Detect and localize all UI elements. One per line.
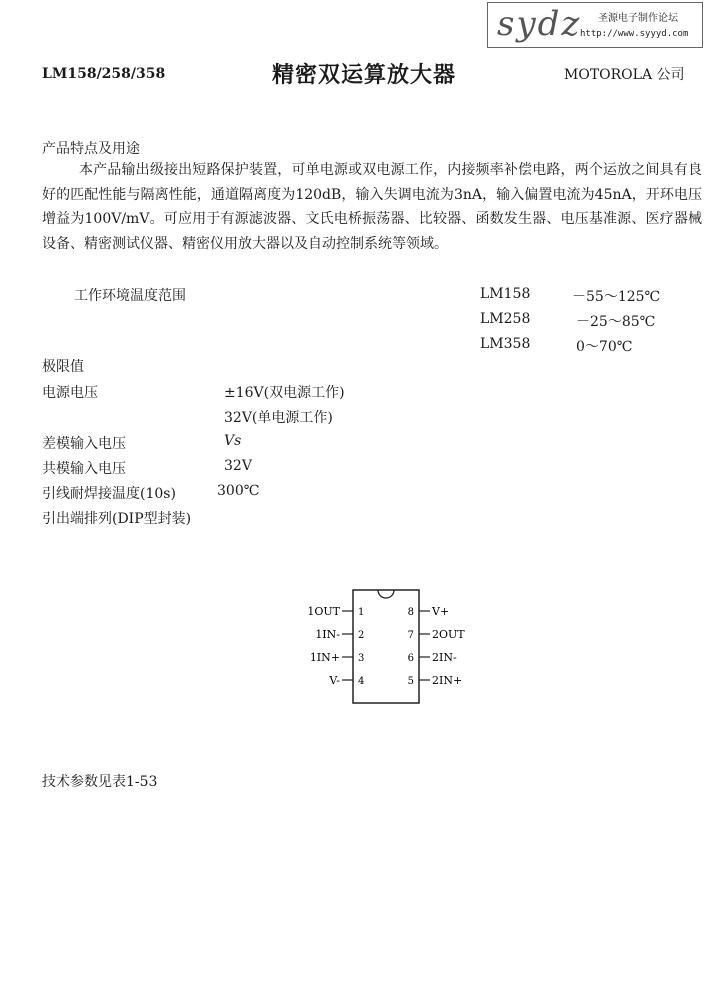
common-input-value: 32V (224, 458, 252, 474)
temp-range-lm158: －55～125℃ (572, 289, 661, 305)
pin-number-8: 8 (407, 607, 414, 618)
pin-number-4: 4 (358, 676, 365, 687)
pin-number-6: 6 (407, 653, 414, 664)
temp-model-lm258: LM258 (480, 311, 531, 327)
solder-temp-value: 300℃ (217, 483, 260, 499)
tech-params-note: 技术参数见表1-53 (42, 774, 158, 790)
dip-notch (378, 590, 394, 598)
temp-range-lm258: －25～85℃ (576, 314, 656, 330)
company-name: MOTOROLA 公司 (564, 67, 685, 83)
supply-voltage-single: 32V(单电源工作) (224, 410, 333, 426)
temperature-label: 工作环境温度范围 (74, 288, 186, 304)
pin-label-4: V- (329, 674, 340, 687)
solder-temp-label: 引线耐焊接温度(10s) (42, 486, 176, 502)
diff-input-value: Vs (224, 433, 242, 449)
supply-voltage-dual: ±16V(双电源工作) (224, 385, 345, 401)
watermark-name: 圣源电子制作论坛 (598, 13, 678, 24)
watermark-logo: sydz (497, 4, 582, 44)
temp-model-lm358: LM358 (480, 336, 531, 352)
features-paragraph: 本产品输出级接出短路保护装置，可单电源或双电源工作，内接频率补偿电路，两个运放之间具有良好的匹配性能与隔离性能，通道隔离度为120dB，输入失调电流为3nA，输入偏置电流为45nA，开环电压增益为100V/mV。可应用于有源滤波器、文氏电桥振荡器、比较器、函数发生器、电压基准源、医疗器械设备、精密测试仪器、精密仪用放大器以及自动控制系统等领域。 (42, 162, 702, 252)
diff-input-label: 差模输入电压 (42, 436, 126, 452)
pin-number-3: 3 (358, 653, 365, 664)
pin-label-3: 1IN+ (309, 651, 340, 664)
features-heading: 产品特点及用途 (42, 141, 140, 157)
temp-model-lm158: LM158 (480, 286, 531, 302)
pin-label-6: 2IN- (432, 651, 457, 664)
pin-number-7: 7 (407, 630, 414, 641)
pin-label-1: 1OUT (307, 605, 340, 618)
part-numbers: LM158/258/358 (42, 66, 166, 82)
common-input-label: 共模输入电压 (42, 461, 126, 477)
limits-heading: 极限值 (42, 359, 84, 375)
temp-range-lm358: 0～70℃ (576, 339, 633, 355)
dip-package-diagram (290, 585, 490, 715)
pin-number-2: 2 (358, 630, 365, 641)
pin-label-2: 1IN- (315, 628, 340, 641)
pin-label-7: 2OUT (432, 628, 465, 641)
pin-label-8: V+ (432, 605, 450, 618)
supply-voltage-label: 电源电压 (42, 385, 98, 401)
page-title: 精密双运算放大器 (272, 62, 457, 88)
pin-number-5: 5 (407, 676, 414, 687)
pin-number-1: 1 (358, 607, 365, 618)
watermark-url: http://www.syyyd.com (580, 29, 689, 39)
pin-label-5: 2IN+ (432, 674, 463, 687)
pinout-heading: 引出端排列(DIP型封装) (42, 511, 192, 527)
